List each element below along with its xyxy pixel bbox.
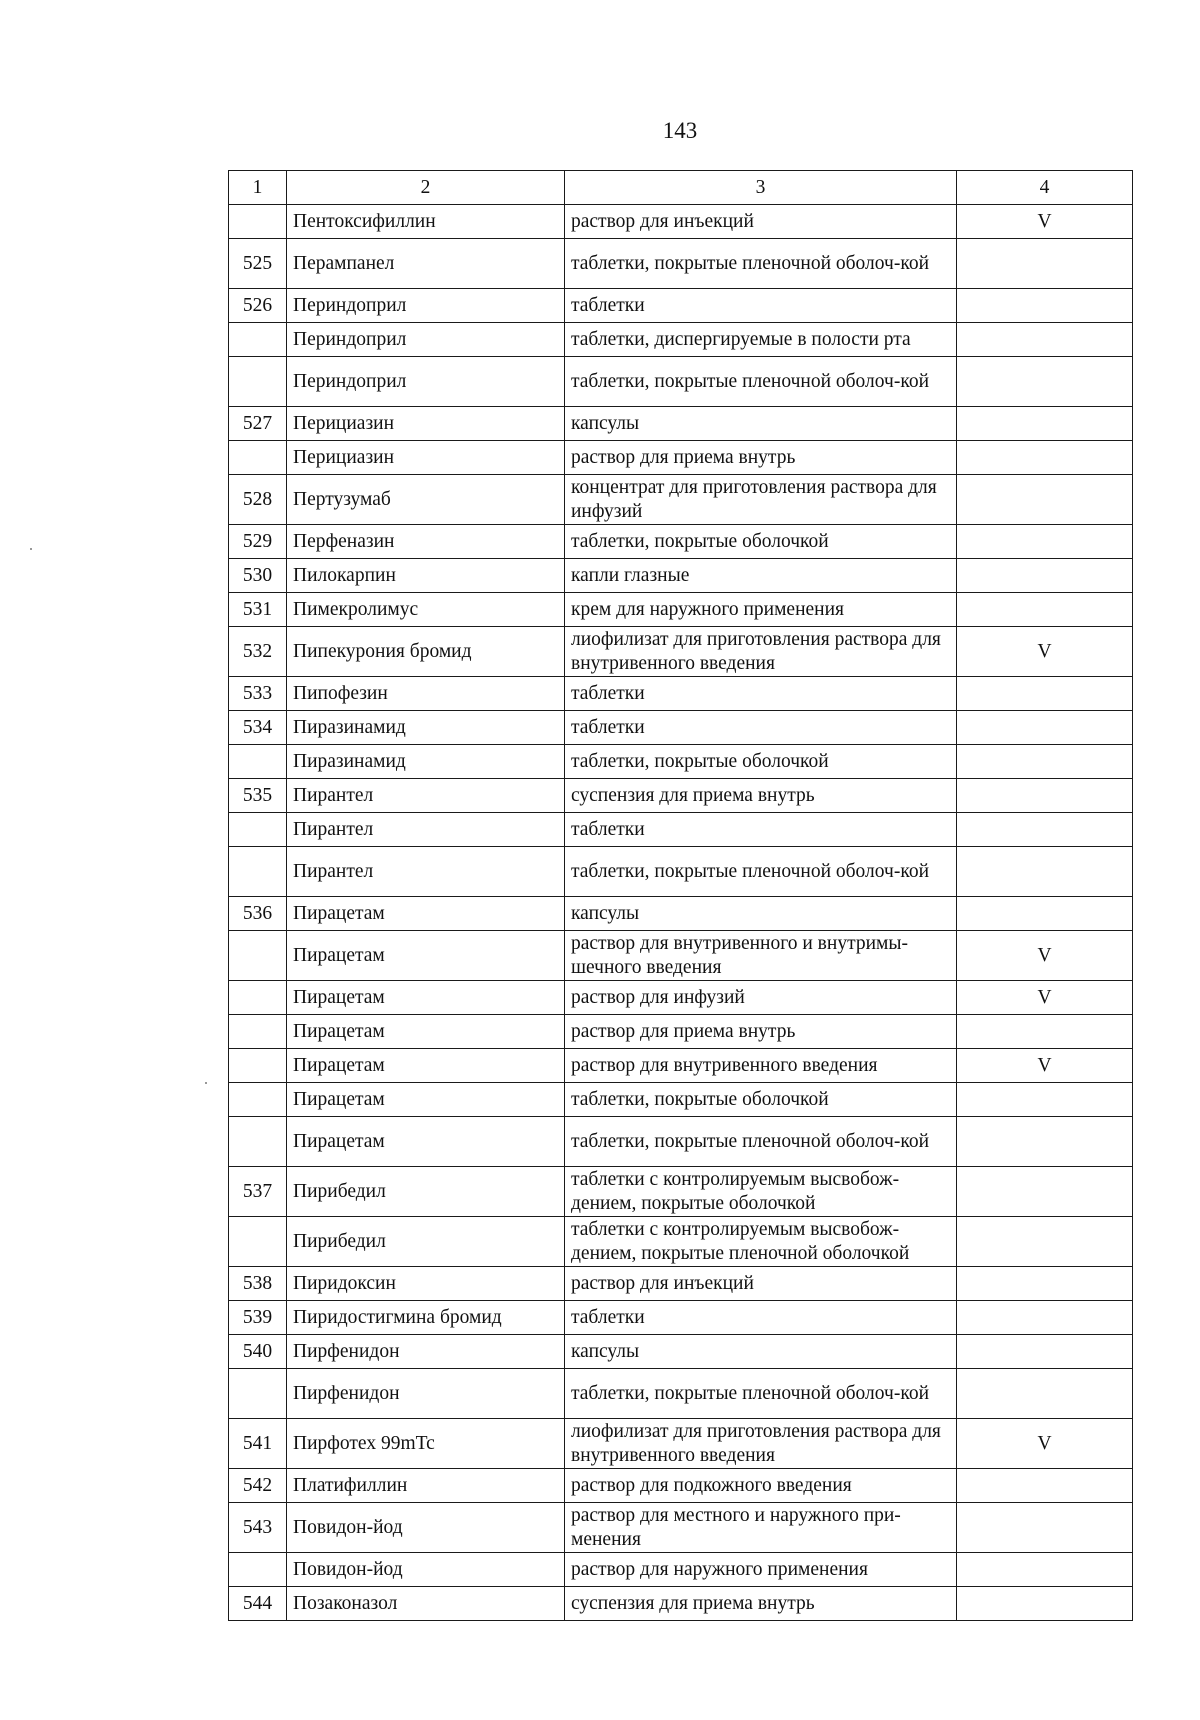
dosage-form-cell: таблетки bbox=[565, 813, 957, 847]
table-row bbox=[229, 1335, 1133, 1369]
row-number-cell: 541 bbox=[229, 1419, 287, 1469]
dosage-form-cell: раствор для приема внутрь bbox=[565, 1015, 957, 1049]
drug-name-cell: Периндоприл bbox=[287, 289, 565, 323]
table-row bbox=[229, 931, 1133, 981]
row-number-cell: 537 bbox=[229, 1167, 287, 1217]
row-number-cell bbox=[229, 745, 287, 779]
table-row bbox=[229, 559, 1133, 593]
drug-name-cell: Пирибедил bbox=[287, 1167, 565, 1217]
mark-cell: V bbox=[957, 931, 1133, 981]
table-row bbox=[229, 745, 1133, 779]
drug-name-cell: Пирантел bbox=[287, 847, 565, 897]
table-row bbox=[229, 1049, 1133, 1083]
table-row bbox=[229, 1369, 1133, 1419]
drug-name-cell: Пирантел bbox=[287, 813, 565, 847]
drug-name-cell: Пиразинамид bbox=[287, 745, 565, 779]
row-number-cell: 538 bbox=[229, 1267, 287, 1301]
row-number-cell: 530 bbox=[229, 559, 287, 593]
dosage-form-cell: таблетки, покрытые пленочной оболоч-кой bbox=[565, 239, 957, 289]
drug-name-cell: Периндоприл bbox=[287, 357, 565, 407]
mark-cell: V bbox=[957, 981, 1133, 1015]
drug-name-cell: Пирацетам bbox=[287, 1117, 565, 1167]
drug-name-cell: Пирацетам bbox=[287, 1015, 565, 1049]
row-number-cell: 544 bbox=[229, 1587, 287, 1621]
dosage-form-cell: таблетки bbox=[565, 1301, 957, 1335]
mark-cell bbox=[957, 1267, 1133, 1301]
drug-name-cell: Перициазин bbox=[287, 441, 565, 475]
row-number-cell bbox=[229, 1217, 287, 1267]
dosage-form-cell: раствор для внутривенного и внутримы-шечного введения bbox=[565, 931, 957, 981]
table-row bbox=[229, 1301, 1133, 1335]
row-number-cell bbox=[229, 813, 287, 847]
drug-name-cell: Перампанел bbox=[287, 239, 565, 289]
drug-name-cell: Повидон-йод bbox=[287, 1553, 565, 1587]
drug-name-cell: Пирацетам bbox=[287, 931, 565, 981]
dosage-form-cell: раствор для инъекций bbox=[565, 1267, 957, 1301]
mark-cell bbox=[957, 525, 1133, 559]
drug-name-cell: Пимекролимус bbox=[287, 593, 565, 627]
row-number-cell bbox=[229, 1553, 287, 1587]
mark-cell bbox=[957, 407, 1133, 441]
mark-cell bbox=[957, 779, 1133, 813]
table-row bbox=[229, 627, 1133, 677]
dosage-form-cell: таблетки, покрытые оболочкой bbox=[565, 525, 957, 559]
header-cell: 3 bbox=[565, 171, 957, 205]
row-number-cell: 529 bbox=[229, 525, 287, 559]
dosage-form-cell: раствор для внутривенного введения bbox=[565, 1049, 957, 1083]
dosage-form-cell: таблетки bbox=[565, 289, 957, 323]
row-number-cell: 533 bbox=[229, 677, 287, 711]
drug-name-cell: Пирантел bbox=[287, 779, 565, 813]
table-row bbox=[229, 1117, 1133, 1167]
mark-cell bbox=[957, 1083, 1133, 1117]
table-row bbox=[229, 441, 1133, 475]
dosage-form-cell: таблетки, покрытые оболочкой bbox=[565, 745, 957, 779]
table-row bbox=[229, 779, 1133, 813]
row-number-cell bbox=[229, 323, 287, 357]
mark-cell bbox=[957, 1301, 1133, 1335]
table-row bbox=[229, 239, 1133, 289]
row-number-cell: 531 bbox=[229, 593, 287, 627]
scan-speck bbox=[30, 548, 32, 550]
dosage-form-cell: таблетки, покрытые пленочной оболоч-кой bbox=[565, 1369, 957, 1419]
table-row bbox=[229, 897, 1133, 931]
mark-cell: V bbox=[957, 627, 1133, 677]
mark-cell: V bbox=[957, 205, 1133, 239]
table-row bbox=[229, 323, 1133, 357]
dosage-form-cell: таблетки с контролируемым высвобож-дением, покрытые пленочной оболочкой bbox=[565, 1217, 957, 1267]
mark-cell bbox=[957, 475, 1133, 525]
row-number-cell bbox=[229, 1015, 287, 1049]
row-number-cell: 536 bbox=[229, 897, 287, 931]
drug-name-cell: Пирацетам bbox=[287, 1049, 565, 1083]
drug-name-cell: Пертузумаб bbox=[287, 475, 565, 525]
table-header-row bbox=[229, 171, 1133, 205]
row-number-cell: 535 bbox=[229, 779, 287, 813]
dosage-form-cell: раствор для местного и наружного при-менения bbox=[565, 1503, 957, 1553]
table-row bbox=[229, 1015, 1133, 1049]
mark-cell bbox=[957, 1335, 1133, 1369]
row-number-cell: 528 bbox=[229, 475, 287, 525]
table-row bbox=[229, 847, 1133, 897]
mark-cell bbox=[957, 1117, 1133, 1167]
row-number-cell: 527 bbox=[229, 407, 287, 441]
dosage-form-cell: таблетки, покрытые пленочной оболоч-кой bbox=[565, 1117, 957, 1167]
table-row bbox=[229, 525, 1133, 559]
drug-table bbox=[228, 170, 1133, 1621]
dosage-form-cell: таблетки с контролируемым высвобож-дением, покрытые оболочкой bbox=[565, 1167, 957, 1217]
row-number-cell bbox=[229, 1083, 287, 1117]
table-row bbox=[229, 357, 1133, 407]
row-number-cell: 532 bbox=[229, 627, 287, 677]
row-number-cell bbox=[229, 1049, 287, 1083]
row-number-cell: 542 bbox=[229, 1469, 287, 1503]
table-row bbox=[229, 475, 1133, 525]
table-row bbox=[229, 1167, 1133, 1217]
table-row bbox=[229, 813, 1133, 847]
row-number-cell bbox=[229, 847, 287, 897]
dosage-form-cell: раствор для инфузий bbox=[565, 981, 957, 1015]
row-number-cell bbox=[229, 441, 287, 475]
drug-name-cell: Пирибедил bbox=[287, 1217, 565, 1267]
table-row bbox=[229, 1503, 1133, 1553]
dosage-form-cell: таблетки, диспергируемые в полости рта bbox=[565, 323, 957, 357]
header-cell: 4 bbox=[957, 171, 1133, 205]
dosage-form-cell: капсулы bbox=[565, 407, 957, 441]
mark-cell bbox=[957, 1369, 1133, 1419]
row-number-cell: 525 bbox=[229, 239, 287, 289]
row-number-cell bbox=[229, 357, 287, 407]
dosage-form-cell: суспензия для приема внутрь bbox=[565, 1587, 957, 1621]
row-number-cell bbox=[229, 1117, 287, 1167]
table-row bbox=[229, 1267, 1133, 1301]
dosage-form-cell: таблетки bbox=[565, 677, 957, 711]
mark-cell bbox=[957, 1167, 1133, 1217]
mark-cell bbox=[957, 357, 1133, 407]
drug-name-cell: Пиридоксин bbox=[287, 1267, 565, 1301]
drug-name-cell: Пирацетам bbox=[287, 897, 565, 931]
row-number-cell: 526 bbox=[229, 289, 287, 323]
drug-name-cell: Повидон-йод bbox=[287, 1503, 565, 1553]
scan-speck bbox=[205, 1082, 207, 1084]
drug-name-cell: Платифиллин bbox=[287, 1469, 565, 1503]
dosage-form-cell: лиофилизат для приготовления раствора для внутривенного введения bbox=[565, 627, 957, 677]
row-number-cell: 539 bbox=[229, 1301, 287, 1335]
drug-name-cell: Перициазин bbox=[287, 407, 565, 441]
mark-cell: V bbox=[957, 1049, 1133, 1083]
mark-cell bbox=[957, 1469, 1133, 1503]
mark-cell bbox=[957, 1553, 1133, 1587]
mark-cell bbox=[957, 323, 1133, 357]
mark-cell bbox=[957, 745, 1133, 779]
mark-cell bbox=[957, 847, 1133, 897]
drug-name-cell: Позаконазол bbox=[287, 1587, 565, 1621]
table-row bbox=[229, 711, 1133, 745]
table-row bbox=[229, 1587, 1133, 1621]
dosage-form-cell: таблетки bbox=[565, 711, 957, 745]
page-number: 143 bbox=[662, 118, 698, 143]
drug-name-cell: Пирфенидон bbox=[287, 1335, 565, 1369]
drug-name-cell: Перфеназин bbox=[287, 525, 565, 559]
table-row bbox=[229, 289, 1133, 323]
dosage-form-cell: концентрат для приготовления раствора для инфузий bbox=[565, 475, 957, 525]
dosage-form-cell: капсулы bbox=[565, 897, 957, 931]
mark-cell bbox=[957, 239, 1133, 289]
drug-name-cell: Пипофезин bbox=[287, 677, 565, 711]
header-cell: 2 bbox=[287, 171, 565, 205]
drug-name-cell: Периндоприл bbox=[287, 323, 565, 357]
dosage-form-cell: суспензия для приема внутрь bbox=[565, 779, 957, 813]
header-cell: 1 bbox=[229, 171, 287, 205]
dosage-form-cell: таблетки, покрытые пленочной оболоч-кой bbox=[565, 847, 957, 897]
dosage-form-cell: таблетки, покрытые пленочной оболоч-кой bbox=[565, 357, 957, 407]
table-row bbox=[229, 593, 1133, 627]
table-row bbox=[229, 1553, 1133, 1587]
table-row bbox=[229, 205, 1133, 239]
table-row bbox=[229, 677, 1133, 711]
drug-name-cell: Пиридостигмина бромид bbox=[287, 1301, 565, 1335]
mark-cell bbox=[957, 289, 1133, 323]
dosage-form-cell: раствор для приема внутрь bbox=[565, 441, 957, 475]
row-number-cell bbox=[229, 1369, 287, 1419]
mark-cell bbox=[957, 711, 1133, 745]
dosage-form-cell: раствор для инъекций bbox=[565, 205, 957, 239]
dosage-form-cell: лиофилизат для приготовления раствора для внутривенного введения bbox=[565, 1419, 957, 1469]
mark-cell bbox=[957, 897, 1133, 931]
row-number-cell bbox=[229, 981, 287, 1015]
drug-name-cell: Пирацетам bbox=[287, 981, 565, 1015]
dosage-form-cell: крем для наружного применения bbox=[565, 593, 957, 627]
mark-cell: V bbox=[957, 1419, 1133, 1469]
mark-cell bbox=[957, 1217, 1133, 1267]
drug-name-cell: Пентоксифиллин bbox=[287, 205, 565, 239]
row-number-cell: 534 bbox=[229, 711, 287, 745]
mark-cell bbox=[957, 677, 1133, 711]
dosage-form-cell: раствор для наружного применения bbox=[565, 1553, 957, 1587]
table-row bbox=[229, 407, 1133, 441]
drug-name-cell: Пиразинамид bbox=[287, 711, 565, 745]
mark-cell bbox=[957, 593, 1133, 627]
row-number-cell bbox=[229, 205, 287, 239]
row-number-cell bbox=[229, 931, 287, 981]
drug-name-cell: Пилокарпин bbox=[287, 559, 565, 593]
drug-name-cell: Пирфенидон bbox=[287, 1369, 565, 1419]
drug-name-cell: Пирацетам bbox=[287, 1083, 565, 1117]
mark-cell bbox=[957, 559, 1133, 593]
mark-cell bbox=[957, 1015, 1133, 1049]
table-row bbox=[229, 1419, 1133, 1469]
dosage-form-cell: раствор для подкожного введения bbox=[565, 1469, 957, 1503]
table-row bbox=[229, 981, 1133, 1015]
dosage-form-cell: таблетки, покрытые оболочкой bbox=[565, 1083, 957, 1117]
mark-cell bbox=[957, 1587, 1133, 1621]
table-row bbox=[229, 1217, 1133, 1267]
drug-name-cell: Пипекурония бромид bbox=[287, 627, 565, 677]
dosage-form-cell: капли глазные bbox=[565, 559, 957, 593]
table-row bbox=[229, 1083, 1133, 1117]
table-row bbox=[229, 1469, 1133, 1503]
row-number-cell: 543 bbox=[229, 1503, 287, 1553]
mark-cell bbox=[957, 441, 1133, 475]
drug-name-cell: Пирфотех 99mTc bbox=[287, 1419, 565, 1469]
mark-cell bbox=[957, 1503, 1133, 1553]
dosage-form-cell: капсулы bbox=[565, 1335, 957, 1369]
mark-cell bbox=[957, 813, 1133, 847]
row-number-cell: 540 bbox=[229, 1335, 287, 1369]
